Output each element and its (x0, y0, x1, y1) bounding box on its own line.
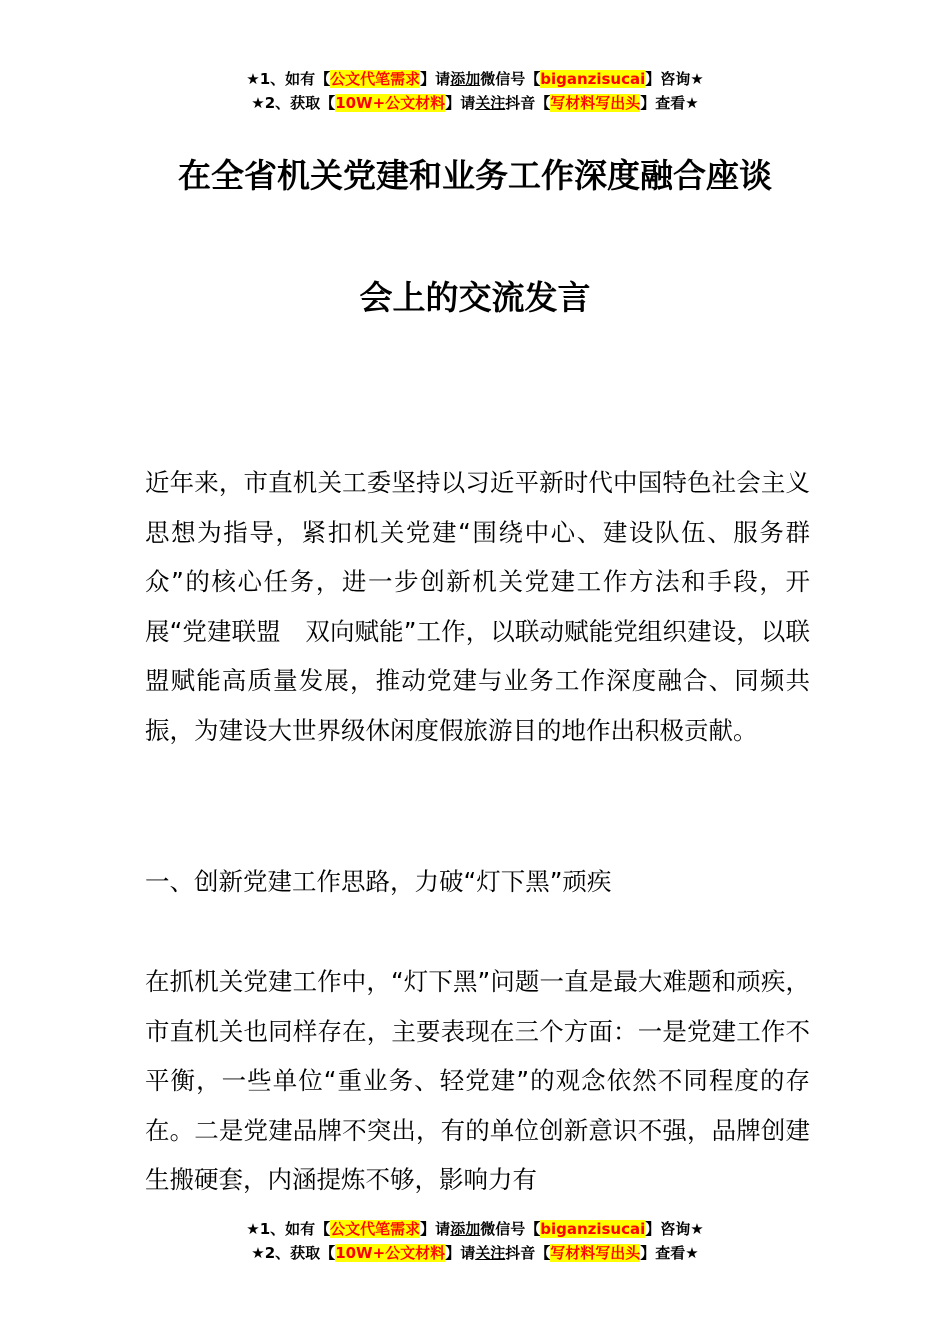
document-title-line-1: 在全省机关党建和业务工作深度融合座谈 (178, 156, 772, 195)
banner-text: 】查看★ (640, 94, 699, 112)
banner-highlight: 公文代笔需求 (330, 70, 421, 88)
section-heading-1: 一、创新党建工作思路，力破“灯下黑”顽疾 (145, 867, 612, 896)
banner-text: 】查看★ (640, 1244, 699, 1262)
banner-text: 抖音【 (505, 94, 551, 112)
banner-highlight: 10W+公文材料 (335, 94, 446, 112)
banner-text: 】请 (445, 94, 476, 112)
banner-underline: 关注 (475, 1244, 506, 1262)
bottom-banner (0, 1217, 950, 1265)
banner-highlight: biganzisucai (540, 70, 646, 88)
banner-line-2 (0, 91, 950, 115)
banner-underline: 添加 (450, 1220, 481, 1238)
banner-text: ★1、如有【 (246, 1220, 331, 1238)
banner-line-2 (0, 1241, 950, 1265)
banner-text: 】请 (420, 70, 451, 88)
body-paragraph-2: 在抓机关党建工作中，“灯下黑”问题一直是最大难题和顽疾，市直机关也同样存在，主要表现在三个方面：一是党建工作不平衡，一些单位“重业务、轻党建”的观念依然不同程度的存在。二是党建品牌不突出，有的单位创新意识不强，品牌创建生搬硬套，内涵提炼不够，影响力有 (145, 967, 810, 1194)
banner-highlight: 公文代笔需求 (330, 1220, 421, 1238)
banner-text: ★2、获取【 (251, 1244, 336, 1262)
banner-highlight: 写材料写出头 (550, 1244, 641, 1262)
top-banner (0, 67, 950, 115)
banner-text: 】请 (420, 1220, 451, 1238)
banner-text: 】咨询★ (645, 1220, 704, 1238)
banner-underline: 添加 (450, 70, 481, 88)
banner-highlight: biganzisucai (540, 1220, 646, 1238)
banner-underline: 关注 (475, 94, 506, 112)
banner-text: 】咨询★ (645, 70, 704, 88)
body-paragraph-1: 近年来，市直机关工委坚持以习近平新时代中国特色社会主义思想为指导，紧扣机关党建“围绕中心、建设队伍、服务群众”的核心任务，进一步创新机关党建工作方法和手段，开展“党建联盟 双向赋能”工作，以联动赋能党组织建设，以联盟赋能高质量发展，推动党建与业务工作深度融合、同频共振，为建设大世界级休闲度假旅游目的地作出积极贡献。 (145, 468, 810, 745)
banner-highlight: 10W+公文材料 (335, 1244, 446, 1262)
banner-text: 微信号【 (480, 1220, 541, 1238)
banner-text: ★1、如有【 (246, 70, 331, 88)
banner-text: 微信号【 (480, 70, 541, 88)
banner-text: ★2、获取【 (251, 94, 336, 112)
banner-line-1 (0, 67, 950, 91)
banner-line-1 (0, 1217, 950, 1241)
banner-highlight: 写材料写出头 (550, 94, 641, 112)
document-title-line-2: 会上的交流发言 (359, 278, 591, 317)
banner-text: 抖音【 (505, 1244, 551, 1262)
banner-text: 】请 (445, 1244, 476, 1262)
